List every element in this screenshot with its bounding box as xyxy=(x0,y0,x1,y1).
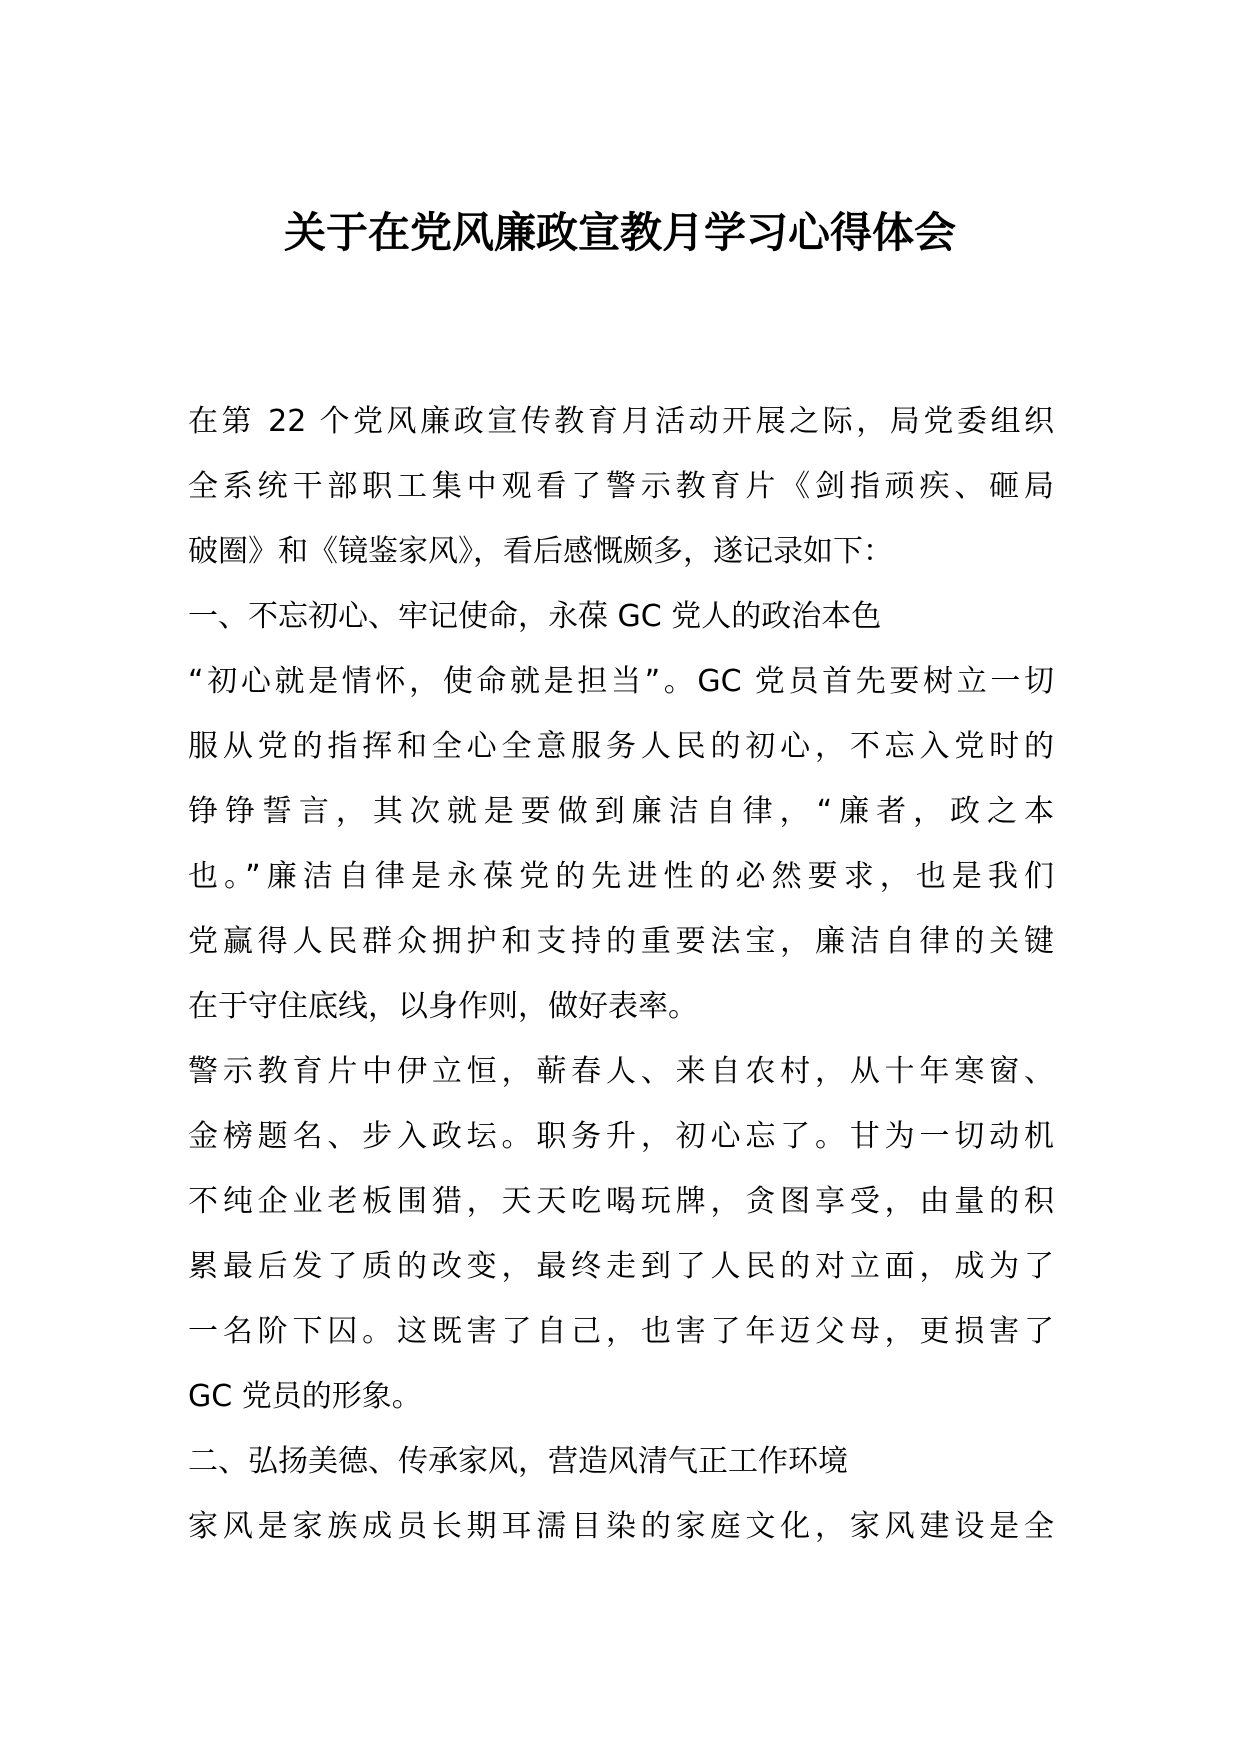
body-line: 家风是家族成员长期耳濡目染的家庭文化，家风建设是全 xyxy=(188,1509,1054,1544)
body-line: 全系统干部职工集中观看了警示教育片《剑指顽疾、砸局 xyxy=(188,469,1054,504)
body-line: 不纯企业老板围猎，天天吃喝玩牌，贪图享受，由量的积 xyxy=(188,1184,1054,1219)
body-line: 金榜题名、步入政坛。职务升，初心忘了。甘为一切动机 xyxy=(188,1119,1054,1154)
body-line: 累最后发了质的改变，最终走到了人民的对立面，成为了 xyxy=(188,1249,1054,1284)
body-line: GC 党员的形象。 xyxy=(188,1379,422,1414)
body-line: 铮铮誓言，其次就是要做到廉洁自律，“廉者，政之本 xyxy=(188,794,1054,829)
section-heading-2: 二、弘扬美德、传承家风，营造风清气正工作环境 xyxy=(188,1444,848,1479)
body-line: 破圈》和《镜鉴家风》，看后感慨颇多，遂记录如下： xyxy=(188,534,893,569)
document-body xyxy=(188,389,1054,1559)
document-title: 关于在党风廉政宣教月学习心得体会 xyxy=(283,208,956,257)
body-line: “初心就是情怀，使命就是担当”。GC 党员首先要树立一切 xyxy=(188,664,1054,699)
body-line: 警示教育片中伊立恒，蕲春人、来自农村，从十年寒窗、 xyxy=(188,1054,1054,1089)
body-line: 在第 22 个党风廉政宣传教育月活动开展之际，局党委组织 xyxy=(188,404,1054,439)
body-line: 服从党的指挥和全心全意服务人民的初心，不忘入党时的 xyxy=(188,729,1054,764)
body-line: 也。”廉洁自律是永葆党的先进性的必然要求，也是我们 xyxy=(188,859,1054,894)
section-heading-1: 一、不忘初心、牢记使命，永葆 GC 党人的政治本色 xyxy=(188,599,882,634)
body-line: 一名阶下囚。这既害了自己，也害了年迈父母，更损害了 xyxy=(188,1314,1054,1349)
body-line: 在于守住底线，以身作则，做好表率。 xyxy=(188,989,698,1024)
body-line: 党赢得人民群众拥护和支持的重要法宝，廉洁自律的关键 xyxy=(188,924,1054,959)
